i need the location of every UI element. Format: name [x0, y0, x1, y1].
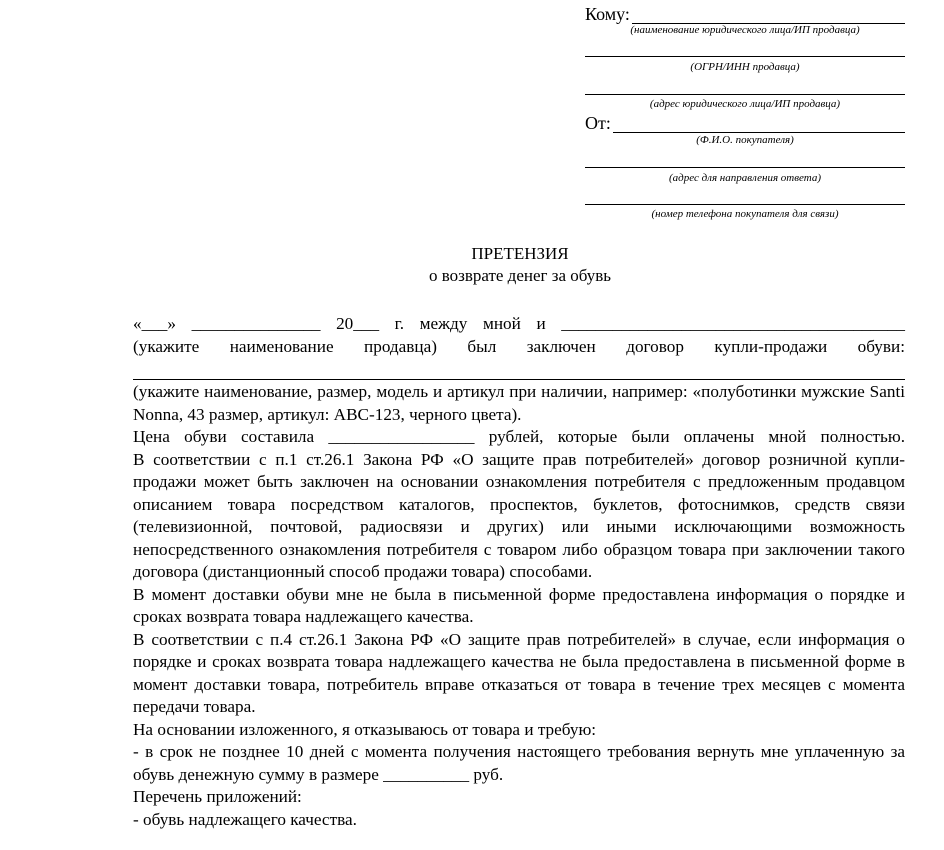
demand-paragraph: - в срок не позднее 10 дней с момента получения настоящего требования вернуть мне уплаченную за обувь денежную сумму в размере __________ руб.: [133, 742, 905, 784]
seller-address-line: [585, 94, 905, 95]
document-body: [133, 313, 905, 831]
document-title: ПРЕТЕНЗИЯ: [471, 244, 569, 263]
from-row: [585, 113, 905, 133]
buyer-phone-line: [585, 204, 905, 205]
law-paragraph-1: В соответствии с п.1 ст.26.1 Закона РФ «О защите прав потребителей» договор розничной купли-продажи может быть заключен на основании ознакомления потребителя с предложенным продавцом описанием товара посредством каталогов, проспектов, буклетов, фотоснимков, средств связи (телевизионной, почтовой, радиосвязи и других) или иными исключающими возможность непосредственного ознакомления потребителя с товаром либо образцом товара при заключении такого договора (дистанционный способ продажи товара) способами.: [133, 449, 905, 581]
buyer-name-caption: (Ф.И.О. покупателя): [696, 134, 794, 146]
seller-address-caption: (адрес юридического лица/ИП продавца): [649, 98, 841, 110]
seller-ogrn-caption: (ОГРН/ИНН продавца): [690, 61, 800, 73]
seller-ogrn-line: [585, 56, 905, 57]
from-label: От:: [585, 113, 611, 133]
from-line: [613, 117, 905, 133]
seller-name-line: (укажите наименование продавца) был заключен договор купли-продажи обуви:: [133, 336, 905, 356]
reply-address-caption: (адрес для направления ответа): [668, 172, 822, 184]
to-label: Кому:: [585, 4, 630, 24]
basis-line: На основании изложенного, я отказываюсь от товара и требую:: [133, 719, 597, 739]
contract-date-line: «___» _______________ 20___ г. между мной и ________________________________________: [133, 314, 905, 333]
to-line: [632, 8, 905, 24]
attachment-item: - обувь надлежащего качества.: [133, 809, 357, 829]
shoes-description-hint: (укажите наименование, размер, модель и артикул при наличии, например: «полуботинки мужские Santi Nonna, 43 размер, артикул: АВС-123, черного цвета).: [133, 382, 905, 424]
to-row: [585, 4, 905, 24]
delivery-paragraph: В момент доставки обуви мне не была в письменной форме предоставлена информация о порядке и сроках возврата товара надлежащего качества.: [133, 584, 905, 626]
shoes-description-blank: [133, 358, 905, 380]
attachments-label: Перечень приложений:: [133, 787, 302, 806]
reply-address-line: [585, 167, 905, 168]
price-line: Цена обуви составила _________________ рублей, которые были оплачены мной полностью.: [133, 427, 905, 446]
buyer-phone-caption: (номер телефона покупателя для связи): [651, 208, 839, 220]
seller-name-caption: (наименование юридического лица/ИП продавца): [630, 24, 860, 36]
document-subtitle: о возврате денег за обувь: [428, 266, 612, 285]
law-paragraph-4: В соответствии с п.4 ст.26.1 Закона РФ «О защите прав потребителей» в случае, если информация о порядке и сроках возврата товара надлежащего качества не была предоставлена в письменной форме в момент доставки товара, потребитель вправе отказаться от товара в течение трех месяцев с момента передачи товара.: [133, 629, 905, 716]
